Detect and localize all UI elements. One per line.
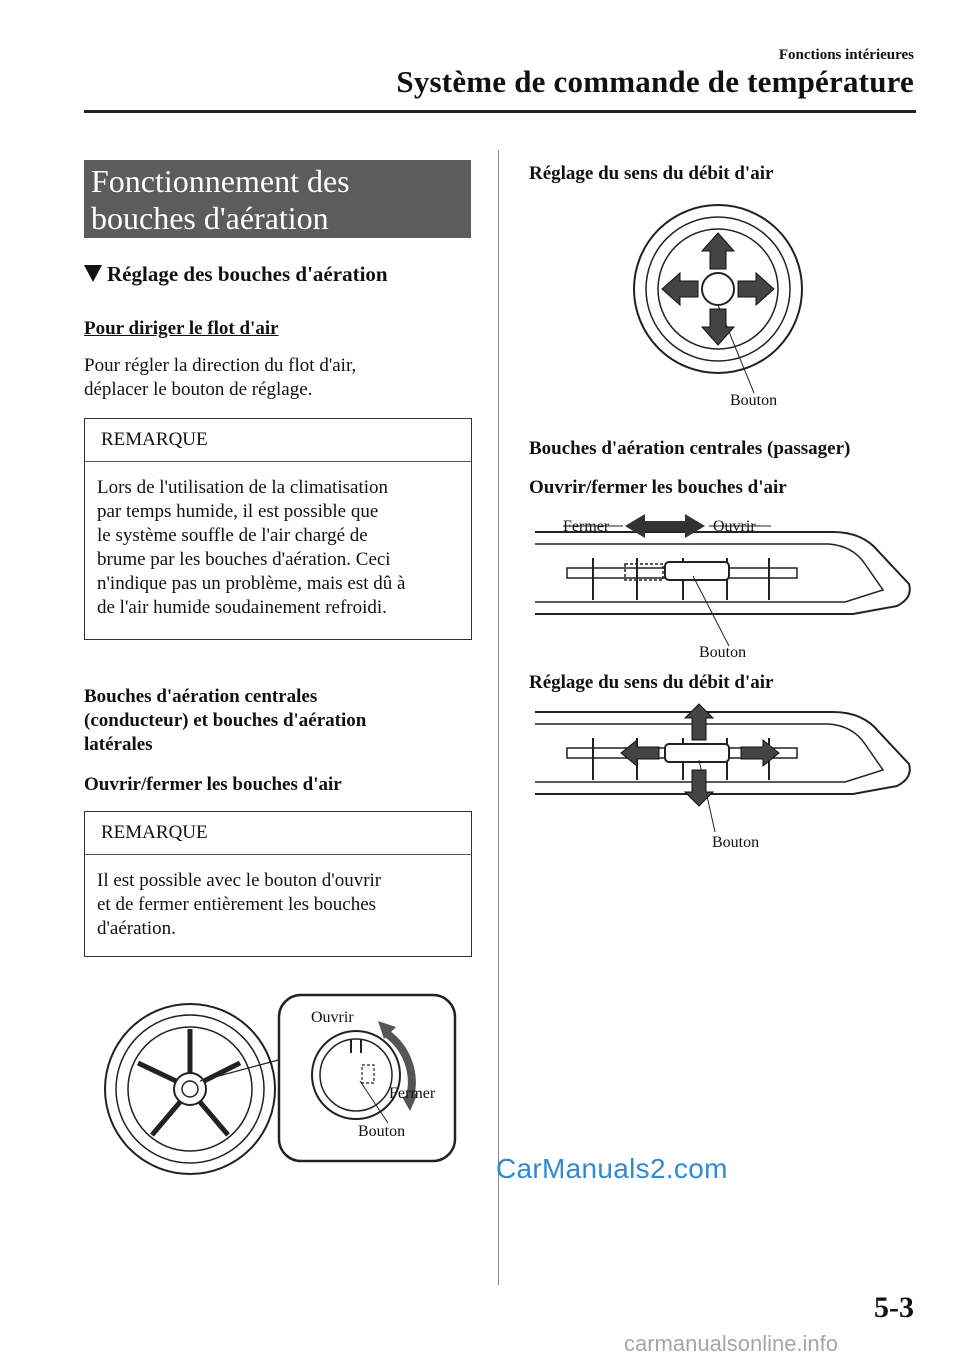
intro-paragraph bbox=[84, 354, 474, 402]
header-rule bbox=[84, 110, 916, 113]
note-line: Il est possible avec le bouton d'ouvrir bbox=[97, 870, 382, 891]
figure2-label-open: Ouvrir bbox=[713, 518, 756, 535]
heading-open-close-right: Ouvrir/fermer les bouches d'air bbox=[529, 477, 787, 498]
note-line: par temps humide, il est possible que bbox=[97, 501, 379, 522]
heading-airflow-direction-1: Réglage du sens du débit d'air bbox=[529, 163, 774, 184]
round-vent-open-close-figure bbox=[104, 993, 460, 1173]
figure1-label-knob: Bouton bbox=[730, 392, 778, 409]
paragraph-line: Pour régler la direction du flot d'air, bbox=[84, 355, 357, 376]
section-title-line2: bouches d'aération bbox=[91, 200, 329, 236]
watermark-logo: CarManuals2.com bbox=[496, 1153, 728, 1184]
triangle-bullet-icon bbox=[84, 265, 102, 282]
figure2-label-knob: Bouton bbox=[699, 644, 747, 661]
note-line: de l'air humide soudainement refroidi. bbox=[97, 597, 387, 618]
note-label: REMARQUE bbox=[85, 812, 471, 855]
figure-label-close: Fermer bbox=[389, 1085, 436, 1102]
note-label: REMARQUE bbox=[85, 419, 471, 462]
heading-line: Bouches d'aération centrales bbox=[84, 686, 318, 707]
figure-label-knob: Bouton bbox=[358, 1123, 406, 1140]
note-line: Lors de l'utilisation de la climatisation bbox=[97, 477, 389, 498]
subsection-heading-text: Réglage des bouches d'aération bbox=[107, 262, 388, 286]
note-box-close bbox=[84, 811, 472, 957]
column-divider bbox=[498, 150, 499, 1285]
note-line: et de fermer entièrement les bouches bbox=[97, 894, 377, 915]
note-body bbox=[85, 462, 471, 630]
note-body bbox=[85, 855, 471, 951]
note-box-humidity bbox=[84, 418, 472, 640]
heading-central-driver-vents bbox=[84, 685, 464, 757]
page-title: Système de commande de température bbox=[396, 64, 914, 99]
source-watermark: carmanualsonline.info bbox=[624, 1331, 839, 1356]
heading-line: (conducteur) et bouches d'aération bbox=[84, 710, 367, 731]
note-line: brume par les bouches d'aération. Ceci bbox=[97, 549, 391, 570]
figure3-label-knob: Bouton bbox=[712, 834, 760, 851]
header-section-name: Fonctions intérieures bbox=[778, 47, 914, 63]
heading-airflow-direction-2: Réglage du sens du débit d'air bbox=[529, 672, 774, 693]
section-title-box bbox=[84, 160, 471, 238]
section-title-line1: Fonctionnement des bbox=[91, 163, 350, 199]
note-line: n'indique pas un problème, mais est dû à bbox=[97, 573, 406, 594]
note-line: d'aération. bbox=[97, 918, 176, 939]
figure2-label-close: Fermer bbox=[563, 518, 610, 535]
heading-open-close-left: Ouvrir/fermer les bouches d'air bbox=[84, 774, 342, 795]
paragraph-line: déplacer le bouton de réglage. bbox=[84, 379, 313, 400]
figure-label-open: Ouvrir bbox=[311, 1009, 354, 1026]
slim-vent-direction-figure bbox=[533, 702, 913, 842]
note-line: le système souffle de l'air chargé de bbox=[97, 525, 368, 546]
subsection-heading bbox=[84, 262, 388, 287]
heading-passenger-vents: Bouches d'aération centrales (passager) bbox=[529, 438, 851, 459]
heading-line: latérales bbox=[84, 734, 153, 755]
page-number: 5-3 bbox=[874, 1291, 914, 1324]
round-vent-direction-figure bbox=[628, 205, 808, 405]
underline-heading: Pour diriger le flot d'air bbox=[84, 318, 279, 339]
